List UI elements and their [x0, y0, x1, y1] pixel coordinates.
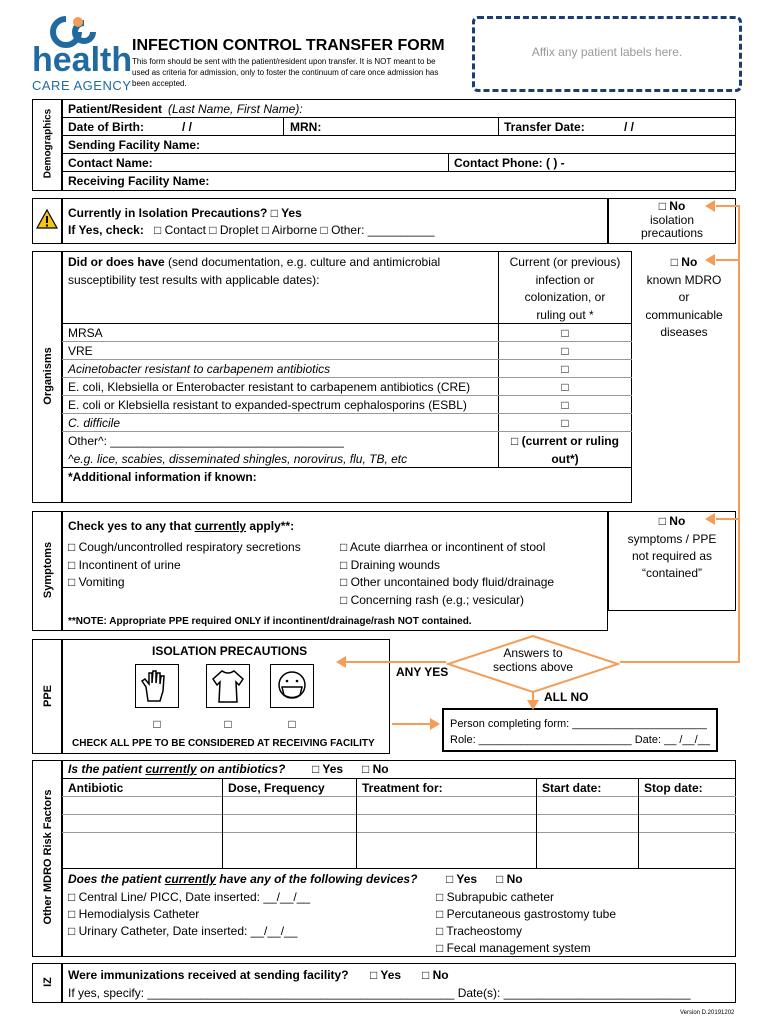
symptom-diarrhea[interactable]: □ Acute diarrhea or incontinent of stool	[340, 540, 546, 554]
person-completing-field[interactable]: Person completing form: ______________________	[450, 718, 707, 730]
iz-yes-checkbox[interactable]: □ Yes	[370, 968, 402, 982]
antibiotics-no-checkbox[interactable]: □ No	[362, 762, 389, 776]
isolation-options[interactable]: □ Contact □ Droplet □ Airborne □ Other: __________	[154, 223, 435, 237]
other-checkbox-2: out*)	[551, 452, 579, 466]
organism-acinetobacter: Acinetobacter resistant to carbapenem antibiotics	[68, 362, 331, 376]
role-date-field[interactable]: Role: _________________________ Date: __ /__/__	[450, 734, 710, 746]
col-antibiotic: Antibiotic	[68, 781, 124, 795]
header-subtext-3: been accepted.	[132, 79, 187, 88]
organism-cre: E. coli, Klebsiella or Enterobacter resistant to carbapenem antibiotics (CRE)	[68, 380, 471, 394]
organisms-no-text-1: known MDRO	[646, 273, 722, 287]
antibiotics-question: Is the patient currently on antibiotics?	[68, 762, 286, 776]
organisms-intro-2: susceptibility test results with applicable dates):	[68, 273, 320, 287]
header-subtext-1: This form should be sent with the patient/resident upon transfer. It is NOT meant to be	[132, 57, 436, 66]
iz-label: IZ	[42, 977, 54, 987]
organism-vre: VRE	[68, 344, 93, 358]
isolation-no-text-1: isolation	[649, 213, 695, 227]
symptoms-no-checkbox[interactable]: □ No	[658, 514, 686, 528]
isolation-no-text-2: precautions	[640, 226, 704, 240]
organism-esbl: E. coli or Klebsiella resistant to expanded-spectrum cephalosporins (ESBL)	[68, 398, 467, 412]
col-start-date: Start date:	[542, 781, 602, 795]
cre-checkbox[interactable]: □	[561, 380, 569, 394]
cdiff-checkbox[interactable]: □	[561, 416, 569, 430]
iz-specify-field[interactable]: If yes, specify: ______________________________________________ Date(s): ____________________________	[68, 986, 691, 1000]
ppe-label: PPE	[42, 685, 54, 708]
symptom-wounds[interactable]: □ Draining wounds	[340, 558, 440, 572]
organisms-no-checkbox[interactable]: □ No	[670, 255, 698, 269]
symptom-vomiting[interactable]: □ Vomiting	[68, 575, 125, 589]
decision-text-1: Answers to	[503, 646, 563, 660]
organisms-no-text-2: or	[678, 290, 690, 304]
patient-label-box[interactable]	[472, 16, 742, 92]
symptom-fluid[interactable]: □ Other uncontained body fluid/drainage	[340, 575, 555, 589]
iz-side	[32, 963, 62, 1003]
mrsa-checkbox[interactable]: □	[561, 326, 569, 340]
patient-label-hint: Affix any patient labels here.	[531, 45, 683, 59]
organisms-side	[32, 251, 62, 503]
gown-checkbox[interactable]: □	[224, 717, 232, 731]
symptoms-question: Check yes to any that currently apply**:	[68, 519, 295, 533]
contact-phone-label: Contact Phone: ( ) -	[454, 156, 565, 170]
ppe-check-all-note: CHECK ALL PPE TO BE CONSIDERED AT RECEIVING FACILITY	[72, 738, 375, 749]
organism-other-examples: ^e.g. lice, scabies, disseminated shingles, norovirus, flu, TB, etc	[68, 452, 408, 466]
mask-icon	[271, 665, 313, 707]
col-stop-date: Stop date:	[644, 781, 703, 795]
device-urinary-catheter[interactable]: □ Urinary Catheter, Date inserted: __/__/__	[68, 924, 298, 938]
antibiotics-table	[62, 778, 736, 868]
dob-label: Date of Birth:	[68, 120, 144, 134]
gloves-icon	[136, 665, 178, 707]
organism-cdiff: C. difficile	[68, 416, 121, 430]
vre-checkbox[interactable]: □	[561, 344, 569, 358]
symptoms-no-text-2: not required as	[631, 549, 713, 563]
transfer-date-label: Transfer Date:	[504, 120, 585, 134]
symptoms-no-text-1: symptoms / PPE	[627, 532, 717, 546]
symptoms-no-text-3: “contained”	[641, 566, 703, 580]
ppe-mask	[270, 664, 314, 708]
acinetobacter-checkbox[interactable]: □	[561, 362, 569, 376]
header-subtext-2: used as criteria for admission, only to foster the continuum of care once admission has	[132, 68, 439, 77]
sending-facility-label: Sending Facility Name:	[68, 138, 201, 152]
organisms-no-text-3: communicable	[645, 308, 723, 322]
dob-field[interactable]: / /	[182, 120, 193, 134]
isolation-ifyes-label: If Yes, check:	[68, 223, 144, 237]
col-treatment: Treatment for:	[362, 781, 443, 795]
warning-icon	[36, 209, 58, 229]
organisms-intro-1: Did or does have (send documentation, e.g. culture and antimicrobial	[68, 255, 441, 269]
ppe-title: ISOLATION PRECAUTIONS	[152, 644, 308, 658]
mdro-label: Other MDRO Risk Factors	[42, 789, 54, 925]
decision-text-2: sections above	[492, 660, 574, 674]
devices-question: Does the patient currently have any of the following devices?	[68, 872, 418, 886]
logo	[32, 16, 133, 94]
device-gastrostomy[interactable]: □ Percutaneous gastrostomy tube	[436, 907, 617, 921]
symptoms-label: Symptoms	[42, 541, 54, 599]
demographics-label: Demographics	[42, 108, 54, 179]
devices-no-checkbox[interactable]: □ No	[496, 872, 523, 886]
isolation-question: Currently in Isolation Precautions? □ Yes	[68, 206, 302, 220]
mask-checkbox[interactable]: □	[288, 717, 296, 731]
organisms-col-header-1: Current (or previous)	[509, 255, 621, 269]
device-hemodialysis[interactable]: □ Hemodialysis Catheter	[68, 907, 200, 921]
all-no-label: ALL NO	[544, 690, 589, 704]
device-central-line[interactable]: □ Central Line/ PICC, Date inserted: __/__/__	[68, 890, 311, 904]
esbl-checkbox[interactable]: □	[561, 398, 569, 412]
patient-name-hint: (Last Name, First Name):	[168, 102, 303, 116]
organisms-no-text-4: diseases	[660, 325, 708, 339]
symptoms-note: **NOTE: Appropriate PPE required ONLY if incontinent/drainage/rash NOT contained.	[68, 616, 472, 627]
ppe-gloves	[135, 664, 179, 708]
symptom-cough[interactable]: □ Cough/uncontrolled respiratory secretions	[68, 540, 301, 554]
version-label: Version D.20191202	[680, 1010, 735, 1016]
iz-no-checkbox[interactable]: □ No	[422, 968, 449, 982]
other-checkbox[interactable]: □ (current or ruling	[511, 434, 619, 448]
col-dose: Dose, Frequency	[228, 781, 325, 795]
device-suprapubic[interactable]: □ Subrapubic catheter	[436, 890, 554, 904]
antibiotics-yes-checkbox[interactable]: □ Yes	[312, 762, 344, 776]
symptom-urine[interactable]: □ Incontinent of urine	[68, 558, 181, 572]
symptoms-side	[32, 511, 62, 631]
organism-additional-info[interactable]: *Additional information if known:	[68, 470, 257, 484]
mrn-label: MRN:	[290, 120, 322, 134]
gloves-checkbox[interactable]: □	[153, 717, 161, 731]
patient-name-label: Patient/Resident	[68, 102, 163, 116]
receiving-facility-label: Receiving Facility Name:	[68, 174, 210, 188]
logo-care-agency: CARE AGENCY	[32, 78, 132, 93]
gown-icon	[207, 665, 249, 707]
isolation-warning-cell	[32, 198, 62, 244]
demographics-side	[32, 99, 62, 191]
page-title: INFECTION CONTROL TRANSFER FORM	[132, 37, 445, 54]
organisms-col-header-3: colonization, or	[524, 290, 606, 304]
device-tracheostomy[interactable]: □ Tracheostomy	[436, 924, 522, 938]
organism-other[interactable]: Other^: ___________________________________	[68, 434, 344, 448]
transfer-date-field[interactable]: / /	[624, 120, 635, 134]
organisms-col-header-2: infection or	[535, 273, 595, 287]
organisms-col-header-4: ruling out *	[536, 308, 594, 322]
organisms-label: Organisms	[42, 347, 54, 405]
logo-health: health	[32, 41, 133, 79]
isolation-no-checkbox[interactable]: □ No	[658, 199, 686, 213]
device-fecal[interactable]: □ Fecal management system	[436, 941, 591, 955]
iz-question: Were immunizations received at sending facility?	[68, 968, 349, 982]
ppe-gown	[206, 664, 250, 708]
any-yes-label: ANY YES	[396, 665, 449, 679]
symptom-rash[interactable]: □ Concerning rash (e.g.; vesicular)	[340, 593, 524, 607]
devices-yes-checkbox[interactable]: □ Yes	[446, 872, 478, 886]
mdro-side	[32, 760, 62, 957]
organism-mrsa: MRSA	[68, 326, 103, 340]
ppe-side	[32, 639, 62, 754]
contact-name-label: Contact Name:	[68, 156, 153, 170]
